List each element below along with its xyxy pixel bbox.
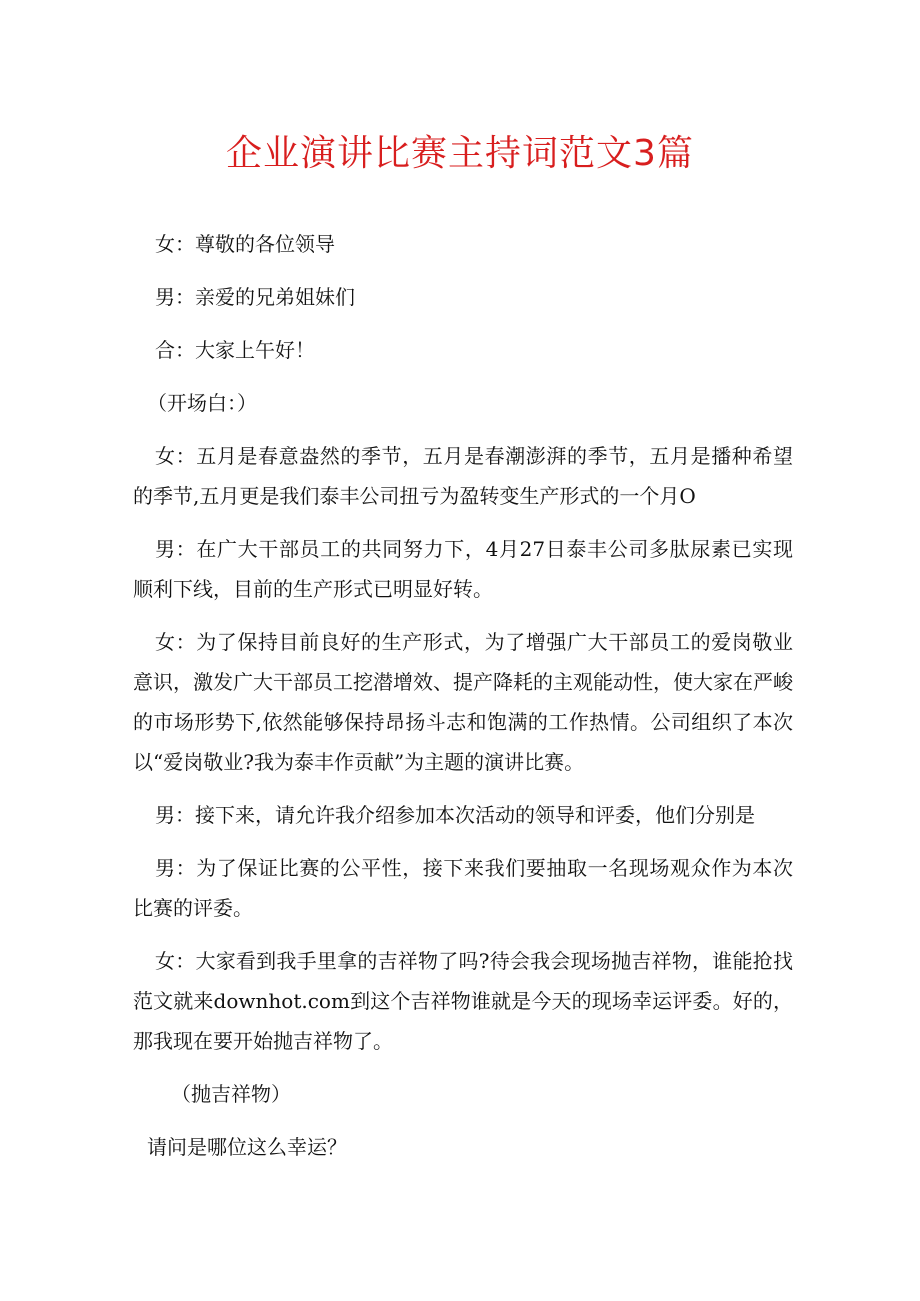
- paragraph-7: 女：为了保持目前良好的生产形式，为了增强广大干部员工的爱岗敬业意识，激发广大干部员工挖潜增效、提产降耗的主观能动性，使大家在严峻的市场形势下,依然能够保持昂扬斗志和饱满的工作热情。公司组织了本次以“爱岗敬业?我为泰丰作贡献”为主题的演讲比赛。: [133, 630, 793, 774]
- paragraph-10: 女：大家看到我手里拿的吉祥物了吗?待会我会现场抛吉祥物，谁能抢找范文就来downhot.com到这个吉祥物谁就是今天的现场幸运评委。好的，那我现在要开始抛吉祥物了。: [133, 949, 793, 1053]
- paragraph-6: 男：在广大干部员工的共同努力下，4月27日泰丰公司多肽尿素已实现顺利下线，目前的生产形式已明显好转。: [133, 537, 793, 601]
- paragraph-4: （开场白：）: [147, 391, 257, 415]
- document-title: 企业演讲比赛主持词范文3篇: [226, 133, 694, 174]
- paragraph-9: 男：为了保证比赛的公平性，接下来我们要抽取一名现场观众作为本次比赛的评委。: [133, 856, 793, 920]
- paragraph-3: 合：大家上午好！: [155, 338, 315, 362]
- paragraph-12: 请问是哪位这么幸运？: [147, 1135, 347, 1159]
- paragraph-2: 男：亲爱的兄弟姐妹们: [155, 285, 355, 309]
- document-body: [133, 224, 793, 1180]
- paragraph-5: 女：五月是春意盎然的季节，五月是春潮澎湃的季节，五月是播种希望的季节,五月更是我们泰丰公司扭亏为盈转变生产形式的一个月O: [133, 444, 793, 508]
- paragraph-11: （抛吉祥物）: [171, 1082, 291, 1106]
- paragraph-1: 女：尊敬的各位领导: [155, 232, 335, 256]
- paragraph-8: 男：接下来，请允许我介绍参加本次活动的领导和评委，他们分别是: [155, 803, 755, 827]
